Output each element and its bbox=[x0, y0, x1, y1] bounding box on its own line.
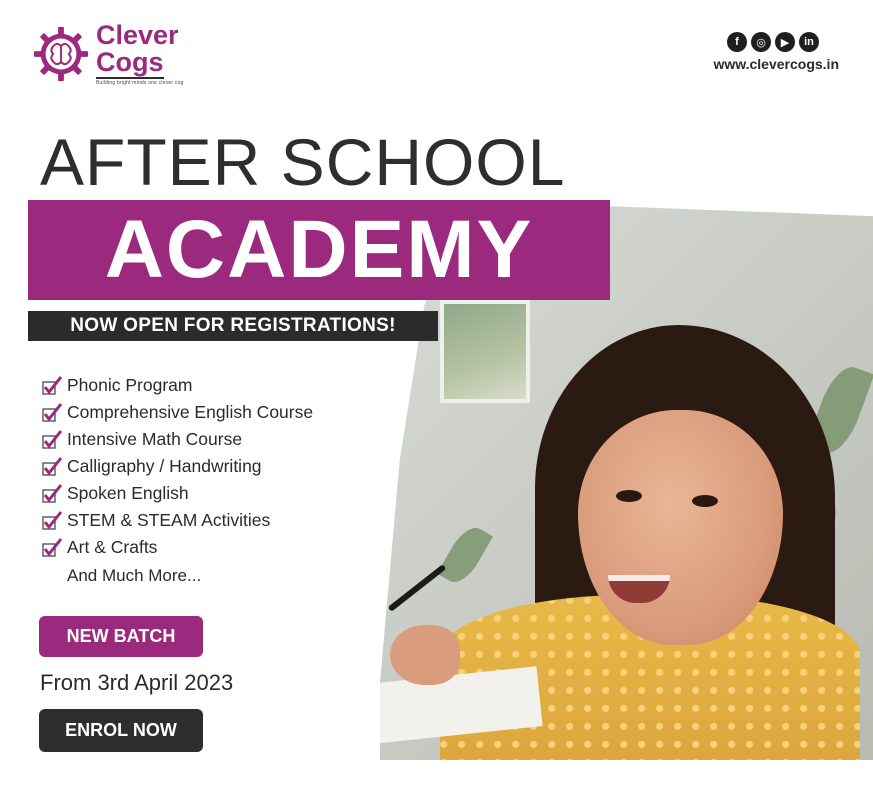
pencil bbox=[388, 564, 447, 612]
new-batch-badge: NEW BATCH bbox=[39, 616, 203, 657]
course-list bbox=[42, 372, 313, 561]
website-link[interactable]: www.clevercogs.in bbox=[713, 56, 839, 72]
checkbox-check-icon bbox=[42, 403, 64, 423]
list-item bbox=[42, 372, 313, 399]
plant-leaf bbox=[437, 522, 493, 589]
course-label: Comprehensive English Course bbox=[67, 402, 314, 422]
facebook-icon[interactable]: f bbox=[727, 32, 747, 52]
social-links bbox=[727, 32, 819, 52]
hand bbox=[390, 625, 460, 685]
more-text: And Much More... bbox=[67, 566, 202, 585]
course-label: Art & Crafts bbox=[67, 537, 158, 557]
checkbox-check-icon bbox=[42, 511, 64, 531]
checkbox-check-icon bbox=[42, 376, 64, 396]
headline-line2: ACADEMY bbox=[104, 204, 534, 295]
brand-name-line1: Clever bbox=[96, 20, 179, 50]
brand-logo[interactable] bbox=[32, 22, 184, 86]
list-item bbox=[42, 426, 313, 453]
eye bbox=[692, 495, 718, 507]
course-label: Intensive Math Course bbox=[67, 429, 243, 449]
list-item bbox=[42, 399, 313, 426]
registration-text: NOW OPEN FOR REGISTRATIONS! bbox=[70, 315, 396, 336]
list-item bbox=[42, 507, 313, 534]
list-item bbox=[42, 453, 313, 480]
batch-start-date: From 3rd April 2023 bbox=[40, 670, 234, 695]
academy-banner bbox=[28, 200, 610, 300]
list-item bbox=[42, 534, 313, 561]
course-label: Phonic Program bbox=[67, 375, 193, 395]
list-item bbox=[42, 480, 313, 507]
youtube-icon[interactable]: ▶ bbox=[775, 32, 795, 52]
checkbox-check-icon bbox=[42, 430, 64, 450]
eye bbox=[616, 490, 642, 502]
brand-name-line2: Cogs bbox=[96, 47, 164, 77]
instagram-icon[interactable]: ◎ bbox=[751, 32, 771, 52]
course-label: STEM & STEAM Activities bbox=[67, 510, 271, 530]
brain-gear-icon bbox=[32, 25, 90, 83]
wall-frame bbox=[440, 300, 530, 403]
registration-banner bbox=[28, 311, 438, 341]
course-label: Spoken English bbox=[67, 483, 189, 503]
checkbox-check-icon bbox=[42, 538, 64, 558]
brand-tagline: Building bright minds one clever cog bbox=[96, 80, 184, 86]
linkedin-icon[interactable]: in bbox=[799, 32, 819, 52]
course-label: Calligraphy / Handwriting bbox=[67, 456, 262, 476]
enrol-now-button[interactable]: ENROL NOW bbox=[39, 709, 203, 752]
checkbox-check-icon bbox=[42, 484, 64, 504]
headline-line1: AFTER SCHOOL bbox=[40, 125, 566, 199]
checkbox-check-icon bbox=[42, 457, 64, 477]
girl-face bbox=[578, 410, 783, 645]
